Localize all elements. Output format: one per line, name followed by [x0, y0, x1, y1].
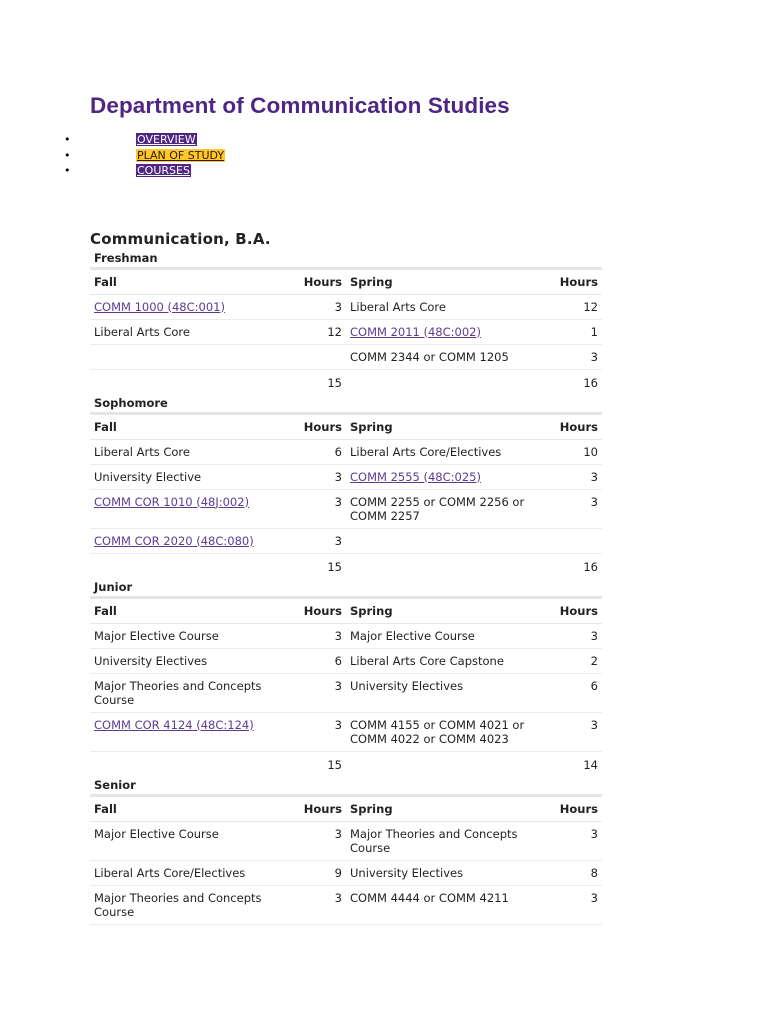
total-fall-hours: 15 [327, 375, 342, 390]
spring-hours-cell: 3 [546, 623, 602, 648]
fall-hours-cell: 9 [290, 860, 346, 885]
plan-table [90, 412, 602, 578]
spring-cell: COMM 2255 or COMM 2256 or COMM 2257 [346, 489, 546, 528]
total-row [90, 369, 602, 394]
header-fall: Fall [90, 795, 290, 821]
course-link[interactable]: COMM 2011 (48C:002) [350, 324, 481, 339]
course-link[interactable]: COMM 1000 (48C:001) [94, 299, 225, 314]
header-hours: Hours [290, 413, 346, 439]
fall-hours-cell: 6 [290, 439, 346, 464]
total-fall-hours: 15 [327, 757, 342, 772]
page-content [64, 92, 602, 925]
course-link[interactable]: COMM COR 4124 (48C:124) [94, 717, 254, 732]
total-spring-hours: 14 [583, 757, 598, 772]
page-title: Department of Communication Studies [90, 93, 510, 118]
header-hours: Hours [290, 795, 346, 821]
table-row [90, 319, 602, 344]
fall-hours-cell: 3 [290, 673, 346, 712]
tab-courses [64, 163, 576, 179]
spring-cell [346, 319, 546, 344]
fall-cell: Liberal Arts Core/Electives [90, 860, 290, 885]
section-tabs [64, 132, 576, 179]
table-row [90, 623, 602, 648]
fall-cell [90, 344, 290, 369]
spring-cell: University Electives [346, 860, 546, 885]
bullet-icon: • [64, 133, 71, 146]
table-row [90, 489, 602, 528]
table-row [90, 439, 602, 464]
tab-plan-of-study-link[interactable]: PLAN OF STUDY [137, 148, 225, 162]
fall-hours-cell: 12 [290, 319, 346, 344]
course-link[interactable]: COMM COR 1010 (48J:002) [94, 494, 250, 509]
fall-hours-cell: 3 [290, 294, 346, 319]
table-row [90, 344, 602, 369]
fall-hours-cell: 3 [290, 821, 346, 860]
fall-hours-cell: 3 [290, 885, 346, 924]
fall-hours-cell: 3 [290, 623, 346, 648]
spring-hours-cell: 3 [546, 464, 602, 489]
header-spring: Spring [346, 795, 546, 821]
table-row [90, 648, 602, 673]
table-row [90, 464, 602, 489]
table-header-row [90, 795, 602, 821]
fall-cell [90, 294, 290, 319]
spring-cell: Liberal Arts Core Capstone [346, 648, 546, 673]
year-label-freshman: Freshman [94, 250, 158, 265]
table-row [90, 673, 602, 712]
spring-cell: Liberal Arts Core/Electives [346, 439, 546, 464]
fall-cell: Liberal Arts Core [90, 319, 290, 344]
tab-overview [64, 132, 576, 148]
header-spring: Spring [346, 597, 546, 623]
bullet-icon: • [64, 148, 71, 162]
table-header-row [90, 268, 602, 294]
fall-hours-cell [290, 344, 346, 369]
total-spring-hours: 16 [583, 375, 598, 390]
spring-hours-cell: 3 [546, 885, 602, 924]
spring-hours-cell [546, 528, 602, 553]
total-fall-hours: 15 [327, 559, 342, 574]
spring-cell: Major Elective Course [346, 623, 546, 648]
table-row [90, 294, 602, 319]
year-label-sophomore: Sophomore [94, 395, 168, 410]
spring-cell: COMM 4444 or COMM 4211 [346, 885, 546, 924]
spring-hours-cell: 10 [546, 439, 602, 464]
fall-hours-cell: 6 [290, 648, 346, 673]
spring-hours-cell: 8 [546, 860, 602, 885]
empty-cell [346, 553, 546, 578]
header-hours: Hours [546, 268, 602, 294]
header-fall: Fall [90, 413, 290, 439]
empty-cell [90, 751, 290, 776]
fall-hours-cell: 3 [290, 528, 346, 553]
empty-cell [90, 369, 290, 394]
header-hours: Hours [546, 597, 602, 623]
spring-hours-cell: 3 [546, 489, 602, 528]
tab-plan-of-study [64, 148, 576, 164]
header-fall: Fall [90, 597, 290, 623]
plan-table [90, 794, 602, 925]
total-spring-hours: 16 [583, 559, 598, 574]
course-link[interactable]: COMM 2555 (48C:025) [350, 469, 481, 484]
table-row [90, 821, 602, 860]
table-row [90, 885, 602, 924]
spring-hours-cell: 2 [546, 648, 602, 673]
spring-cell: University Electives [346, 673, 546, 712]
fall-cell [90, 528, 290, 553]
spring-hours-cell: 6 [546, 673, 602, 712]
plan-table [90, 596, 602, 776]
spring-cell [346, 528, 546, 553]
fall-hours-cell: 3 [290, 489, 346, 528]
header-fall: Fall [90, 268, 290, 294]
spring-hours-cell: 3 [546, 821, 602, 860]
header-hours: Hours [546, 413, 602, 439]
fall-cell [90, 489, 290, 528]
fall-hours-cell: 3 [290, 464, 346, 489]
fall-cell: University Elective [90, 464, 290, 489]
spring-hours-cell: 3 [546, 712, 602, 751]
course-link[interactable]: COMM COR 2020 (48C:080) [94, 533, 254, 548]
empty-cell [346, 369, 546, 394]
spring-hours-cell: 12 [546, 294, 602, 319]
header-hours: Hours [290, 597, 346, 623]
plan-table [90, 267, 602, 394]
tab-overview-link[interactable]: OVERVIEW [137, 133, 196, 146]
fall-cell: Major Theories and Concepts Course [90, 673, 290, 712]
table-row [90, 860, 602, 885]
spring-hours-cell: 1 [546, 319, 602, 344]
header-hours: Hours [290, 268, 346, 294]
program-title: Communication, B.A. [90, 229, 271, 248]
tab-courses-link[interactable]: COURSES [137, 164, 190, 177]
fall-hours-cell: 3 [290, 712, 346, 751]
spring-cell: Major Theories and Concepts Course [346, 821, 546, 860]
table-row [90, 712, 602, 751]
spring-cell: COMM 4155 or COMM 4021 or COMM 4022 or COMM 4023 [346, 712, 546, 751]
total-row [90, 553, 602, 578]
fall-cell [90, 712, 290, 751]
spring-cell [346, 464, 546, 489]
spring-cell: COMM 2344 or COMM 1205 [346, 344, 546, 369]
spring-hours-cell: 3 [546, 344, 602, 369]
table-header-row [90, 597, 602, 623]
year-label-junior: Junior [94, 579, 133, 594]
fall-cell: University Electives [90, 648, 290, 673]
spring-cell: Liberal Arts Core [346, 294, 546, 319]
header-spring: Spring [346, 268, 546, 294]
plan-of-study [90, 249, 602, 925]
year-label-senior: Senior [94, 777, 136, 792]
empty-cell [90, 553, 290, 578]
table-header-row [90, 413, 602, 439]
fall-cell: Major Elective Course [90, 623, 290, 648]
fall-cell: Liberal Arts Core [90, 439, 290, 464]
header-hours: Hours [546, 795, 602, 821]
table-row [90, 528, 602, 553]
empty-cell [346, 751, 546, 776]
fall-cell: Major Elective Course [90, 821, 290, 860]
bullet-icon: • [64, 164, 71, 177]
total-row [90, 751, 602, 776]
fall-cell: Major Theories and Concepts Course [90, 885, 290, 924]
header-spring: Spring [346, 413, 546, 439]
